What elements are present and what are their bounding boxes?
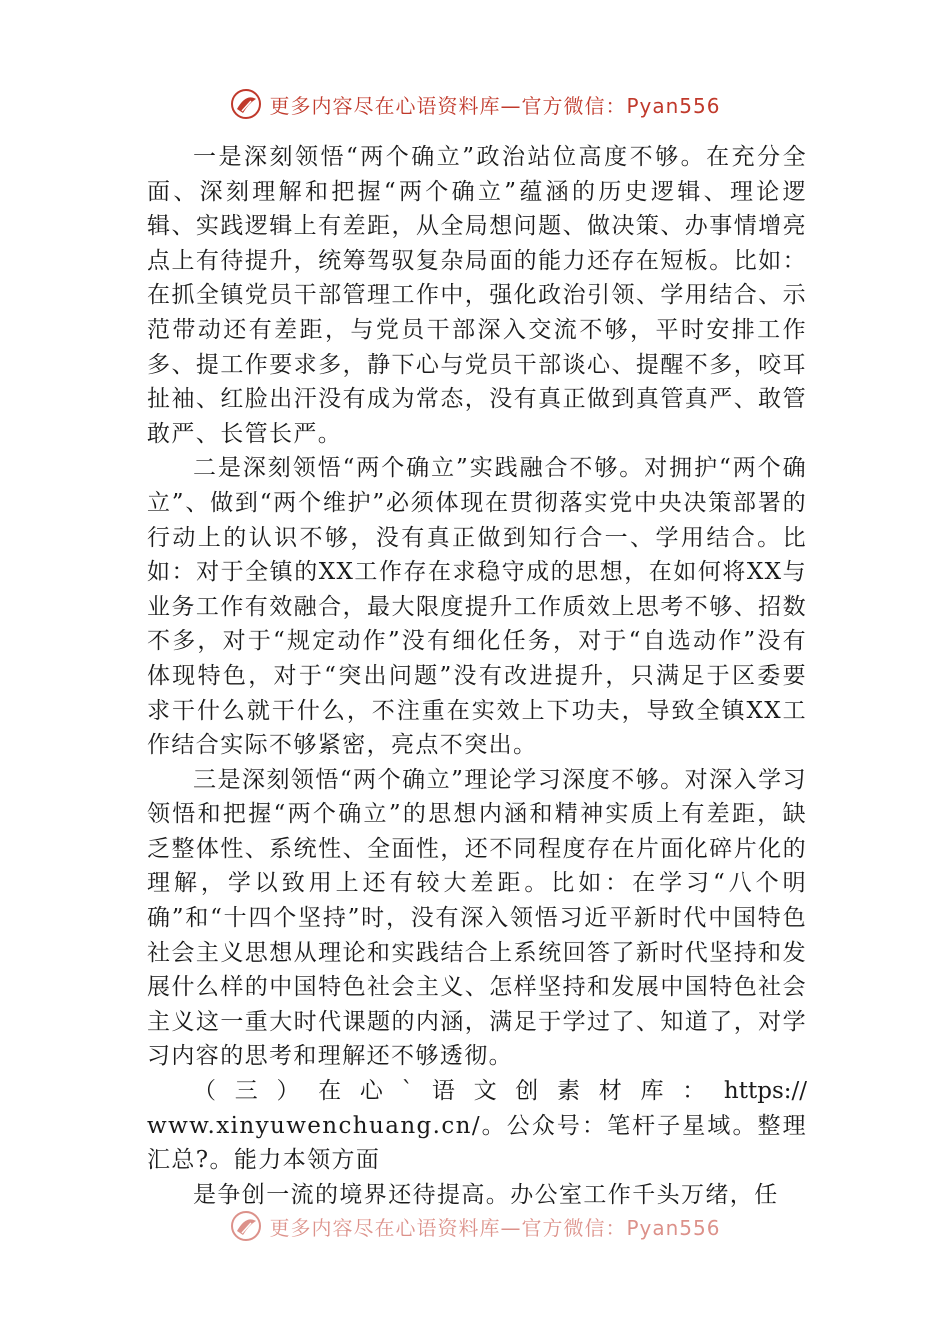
pen-logo-icon [229,87,263,121]
paragraph-3: 三是深刻领悟“两个确立”理论学习深度不够。对深入学习领悟和把握“两个确立”的思想内涵和精神实质上有差距，缺乏整体性、系统性、全面性，还不同程度存在片面化碎片化的理解，学以致用上还有较大差距。比如：在学习“八个明确”和“十四个坚持”时，没有深入领悟习近平新时代中国特色社会主义思想从理论和实践结合上系统回答了新时代坚持和发展什么样的中国特色社会主义、怎样坚持和发展中国特色社会主义这一重大时代课题的内涵，满足于学过了、知道了，对学习内容的思考和理解还不够透彻。 [147,766,807,1070]
paragraph-2: 二是深刻领悟“两个确立”实践融合不够。对拥护“两个确立”、做到“两个维护”必须体现在贯彻落实党中央决策部署的行动上的认识不够，没有真正做到知行合一、学用结合。比如：对于全镇的XX工作存在求稳守成的思想，在如何将XX与业务工作有效融合，最大限度提升工作质效上思考不够、招数不多，对于“规定动作”没有细化任务，对于“自选动作”没有体现特色，对于“突出问题”没有改进提升，只满足于区委要求干什么就干什么，不注重在实效上下功夫，导致全镇XX工作结合实际不够紧密，亮点不突出。 [147,455,807,759]
header-watermark [0,84,950,124]
footer-watermark-text: 更多内容尽在心语资料库—官方微信：Pyan556 [269,1215,721,1240]
source-line-continued: www.xinyuwenchuang.cn/。公众号：笔杆子星域。整理汇总?。能力本领方面 [147,1112,807,1174]
footer-watermark [0,1206,950,1246]
paragraph-4: 是争创一流的境界还待提高。办公室工作千头万绪，任 [193,1181,779,1208]
source-line: （三）在心`语文创素材库：https:// [193,1078,807,1105]
document-body [147,140,807,1212]
paragraph-1: 一是深刻领悟“两个确立”政治站位高度不够。在充分全面、深刻理解和把握“两个确立”蕴涵的历史逻辑、理论逻辑、实践逻辑上有差距，从全局想问题、做决策、办事情增亮点上有待提升，统筹驾驭复杂局面的能力还存在短板。比如：在抓全镇党员干部管理工作中，强化政治引领、学用结合、示范带动还有差距，与党员干部深入交流不够，平时安排工作多、提工作要求多，静下心与党员干部谈心、提醒不多，咬耳扯袖、红脸出汗没有成为常态，没有真正做到真管真严、敢管敢严、长管长严。 [147,144,807,447]
pen-logo-icon [229,1209,263,1243]
watermark-text: 更多内容尽在心语资料库—官方微信：Pyan556 [269,93,721,118]
